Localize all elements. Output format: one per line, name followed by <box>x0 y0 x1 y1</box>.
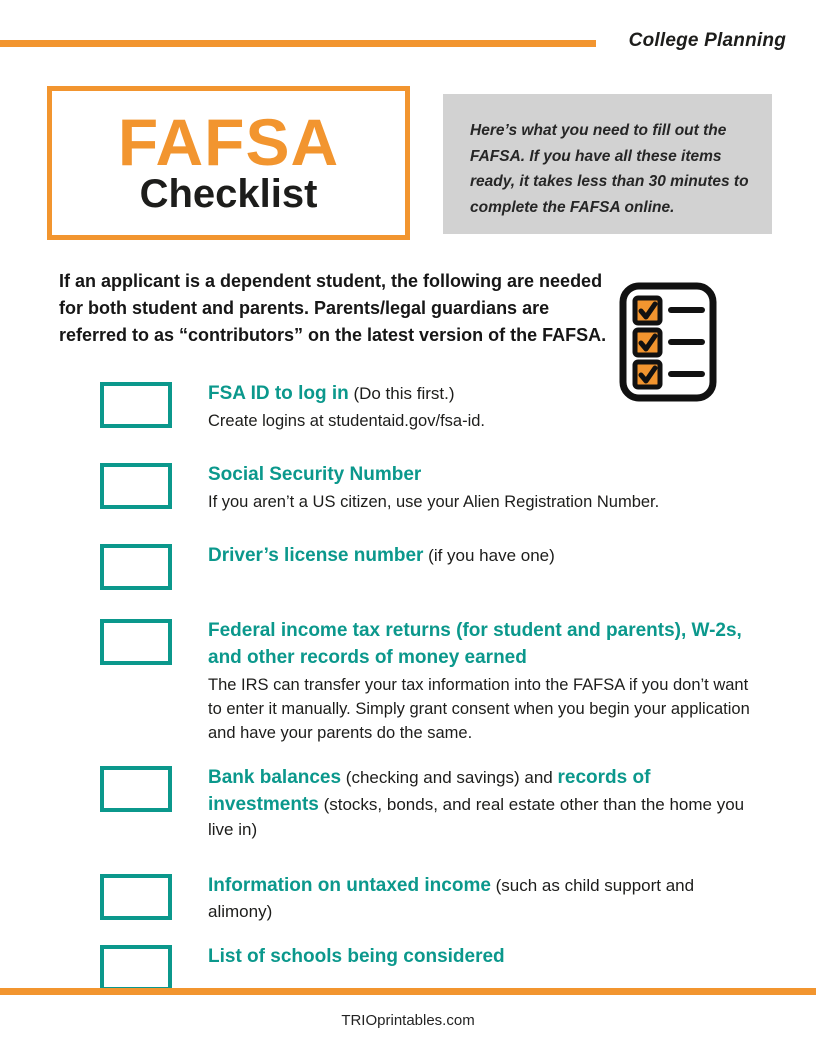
category-label: College Planning <box>628 30 786 51</box>
checkbox[interactable] <box>100 382 172 428</box>
item-title: Driver’s license number <box>208 545 424 567</box>
checklist-item <box>100 380 760 434</box>
item-description: If you aren’t a US citizen, use your Alien Registration Number. <box>208 493 660 512</box>
footer-site: TRIOprintables.com <box>341 1012 475 1029</box>
checklist-item-text <box>208 943 760 970</box>
item-title: Information on untaxed income <box>208 875 491 897</box>
description-paragraph: If an applicant is a dependent student, the following are needed for both student and parents. Parents/legal guardians are referred to as “contributors” on the latest version of the FAFSA. <box>59 271 607 345</box>
checklist-item <box>100 764 760 841</box>
item-title: Federal income tax returns (for student and parents), W-2s, and other records of money earned <box>208 620 742 668</box>
checklist-item-text <box>208 380 760 434</box>
checklist <box>100 380 760 1018</box>
checkbox[interactable] <box>100 766 172 812</box>
checklist-item-text <box>208 617 760 745</box>
item-note: (Do this first.) <box>348 384 455 403</box>
page-subtitle: Checklist <box>139 172 318 217</box>
item-note: (stocks, bonds, and real estate other than the home you live in) <box>208 794 745 839</box>
footer-rule <box>0 988 816 995</box>
title-box <box>47 86 410 240</box>
checklist-item-text <box>208 461 760 515</box>
checkbox[interactable] <box>100 874 172 920</box>
checkbox[interactable] <box>100 945 172 991</box>
item-description: Create logins at studentaid.gov/fsa-id. <box>208 412 485 431</box>
intro-note: Here’s what you need to fill out the FAFSA. If you have all these items ready, it takes less than 30 minutes to complete the FAFSA online. <box>443 94 772 234</box>
item-title: FSA ID to log in <box>208 383 349 404</box>
header-rule <box>0 40 596 47</box>
item-note: (if you have one) <box>423 546 555 566</box>
checkbox[interactable] <box>100 619 172 665</box>
checkbox[interactable] <box>100 463 172 509</box>
item-title: Social Security Number <box>208 464 422 486</box>
checklist-item <box>100 872 760 923</box>
checklist-item-text <box>208 542 760 569</box>
checkbox[interactable] <box>100 544 172 590</box>
checklist-item <box>100 542 760 590</box>
checklist-item-text <box>208 764 760 841</box>
checklist-item <box>100 943 760 991</box>
item-title: List of schools being considered <box>208 946 505 968</box>
item-note: (checking and savings) and <box>341 768 558 788</box>
item-title: records of investments <box>208 767 651 815</box>
checklist-item <box>100 617 760 745</box>
checklist-item <box>100 461 760 515</box>
page-title: FAFSA <box>117 104 340 179</box>
checklist-item-text <box>208 872 708 923</box>
item-note: (such as child support and alimony) <box>208 876 695 921</box>
item-title: Bank balances <box>208 767 342 789</box>
item-description: The IRS can transfer your tax information into the FAFSA if you don’t want to enter it manually. Simply grant consent when you begin your application and have your parents do the same. <box>208 675 750 742</box>
